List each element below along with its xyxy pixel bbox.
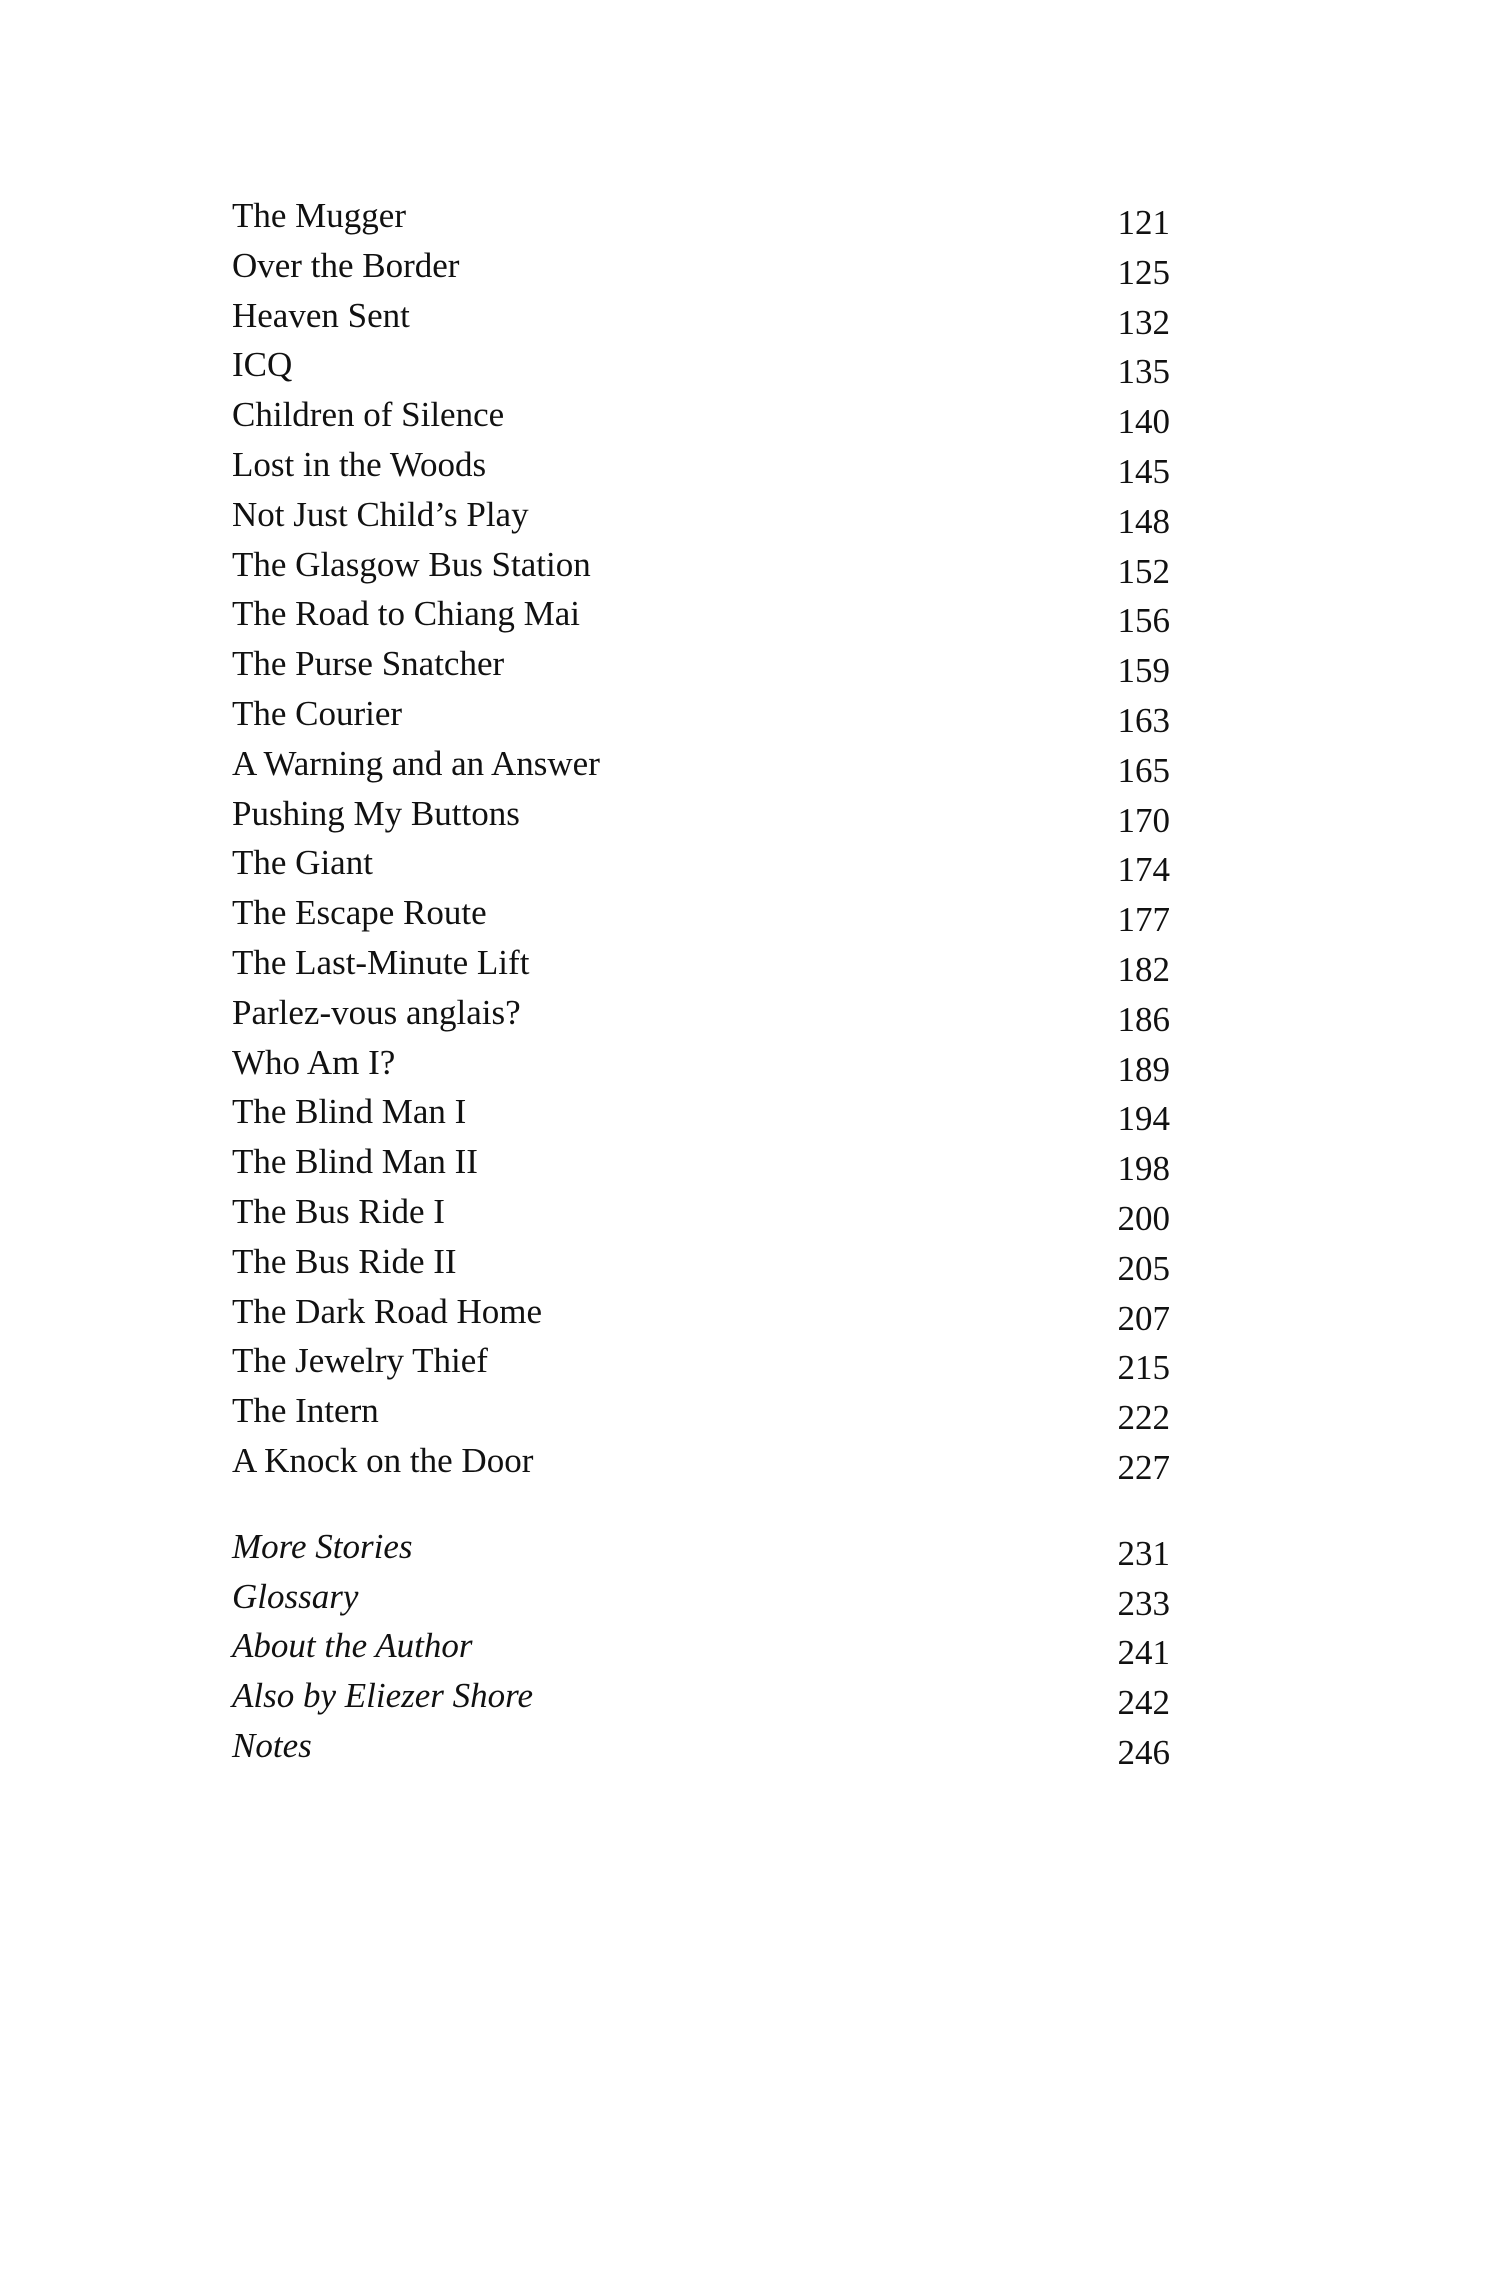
entry-page-number: 215 <box>1117 1348 1170 1388</box>
entry-page-number: 198 <box>1117 1149 1170 1189</box>
toc-entry <box>232 391 1170 441</box>
entry-page-number: 246 <box>1117 1732 1170 1772</box>
entry-title: Pushing My Buttons <box>232 793 520 833</box>
entry-page-number: 222 <box>1117 1398 1170 1438</box>
toc-entry <box>232 491 1170 541</box>
entry-title: The Escape Route <box>232 893 487 933</box>
toc-entry-back-matter <box>232 1720 1170 1770</box>
entry-title: The Intern <box>232 1391 379 1431</box>
entry-page-number: 132 <box>1117 302 1170 342</box>
table-of-contents <box>232 192 1170 1770</box>
entry-title: Not Just Child’s Play <box>232 494 529 534</box>
entry-title: More Stories <box>232 1526 413 1566</box>
toc-entry <box>232 989 1170 1039</box>
entry-title: Notes <box>232 1725 312 1765</box>
entry-page-number: 163 <box>1117 700 1170 740</box>
entry-title: The Blind Man II <box>232 1142 478 1182</box>
entry-page-number: 174 <box>1117 850 1170 890</box>
toc-entry <box>232 1238 1170 1288</box>
toc-entry <box>232 690 1170 740</box>
toc-entry <box>232 292 1170 342</box>
entry-title: Also by Eliezer Shore <box>232 1676 534 1716</box>
entry-page-number: 140 <box>1117 402 1170 442</box>
entry-title: ICQ <box>232 345 293 385</box>
toc-entry-back-matter <box>232 1571 1170 1621</box>
section-spacer <box>232 1487 1170 1521</box>
entry-title: The Bus Ride II <box>232 1241 457 1281</box>
back-matter-list <box>232 1521 1170 1770</box>
entry-page-number: 194 <box>1117 1099 1170 1139</box>
toc-entry <box>232 1337 1170 1387</box>
toc-entry <box>232 889 1170 939</box>
entry-page-number: 125 <box>1117 252 1170 292</box>
toc-entry <box>232 640 1170 690</box>
entry-title: Who Am I? <box>232 1042 396 1082</box>
entry-page-number: 145 <box>1117 451 1170 491</box>
toc-entry <box>232 1138 1170 1188</box>
entry-title: Heaven Sent <box>232 295 410 335</box>
toc-entry <box>232 341 1170 391</box>
entry-title: The Dark Road Home <box>232 1291 543 1331</box>
entry-title: The Bus Ride I <box>232 1191 445 1231</box>
entry-title: Lost in the Woods <box>232 444 487 484</box>
entry-page-number: 135 <box>1117 352 1170 392</box>
toc-entry <box>232 541 1170 591</box>
toc-entry <box>232 441 1170 491</box>
entry-page-number: 186 <box>1117 999 1170 1039</box>
toc-entry <box>232 192 1170 242</box>
entry-page-number: 200 <box>1117 1198 1170 1238</box>
entry-page-number: 242 <box>1117 1683 1170 1723</box>
entry-page-number: 182 <box>1117 949 1170 989</box>
toc-entry <box>232 790 1170 840</box>
entry-title: The Purse Snatcher <box>232 644 505 684</box>
entry-page-number: 159 <box>1117 651 1170 691</box>
entry-title: A Knock on the Door <box>232 1440 534 1480</box>
entry-title: Over the Border <box>232 245 460 285</box>
entry-title: The Giant <box>232 843 373 883</box>
entry-page-number: 165 <box>1117 750 1170 790</box>
entry-page-number: 156 <box>1117 601 1170 641</box>
entry-title: About the Author <box>232 1626 473 1666</box>
entry-title: The Jewelry Thief <box>232 1341 488 1381</box>
toc-entry-back-matter <box>232 1521 1170 1571</box>
entry-title: Parlez-vous anglais? <box>232 992 521 1032</box>
toc-entry <box>232 590 1170 640</box>
entry-title: The Courier <box>232 693 403 733</box>
entry-title: The Blind Man I <box>232 1092 467 1132</box>
entry-page-number: 205 <box>1117 1248 1170 1288</box>
toc-entry <box>232 1039 1170 1089</box>
entry-title: A Warning and an Answer <box>232 743 600 783</box>
entry-page-number: 177 <box>1117 900 1170 940</box>
entry-page-number: 231 <box>1117 1533 1170 1573</box>
entry-title: The Road to Chiang Mai <box>232 594 581 634</box>
entry-title: Children of Silence <box>232 395 505 435</box>
toc-entry-back-matter <box>232 1670 1170 1723</box>
toc-entry <box>232 740 1170 790</box>
entry-page-number: 121 <box>1117 203 1170 242</box>
toc-entry <box>232 1188 1170 1238</box>
entry-page-number: 189 <box>1117 1049 1170 1089</box>
toc-entry <box>232 242 1170 292</box>
entry-title: The Last-Minute Lift <box>232 942 530 982</box>
toc-entry-back-matter <box>232 1620 1170 1673</box>
entry-title: The Glasgow Bus Station <box>232 544 591 584</box>
entry-page-number: 148 <box>1117 501 1170 541</box>
toc-entry <box>232 1288 1170 1338</box>
toc-entry <box>232 839 1170 889</box>
entry-title: Glossary <box>232 1576 359 1616</box>
entry-page-number: 152 <box>1117 551 1170 591</box>
entry-page-number: 207 <box>1117 1298 1170 1338</box>
toc-entry <box>232 1387 1170 1437</box>
story-list <box>232 192 1170 1487</box>
entry-title: The Mugger <box>232 196 406 235</box>
entry-page-number: 233 <box>1117 1583 1170 1623</box>
toc-entry <box>232 939 1170 989</box>
entry-page-number: 227 <box>1117 1447 1170 1487</box>
entry-page-number: 170 <box>1117 800 1170 840</box>
toc-entry <box>232 1437 1170 1487</box>
entry-page-number: 241 <box>1117 1633 1170 1673</box>
toc-entry <box>232 1088 1170 1138</box>
